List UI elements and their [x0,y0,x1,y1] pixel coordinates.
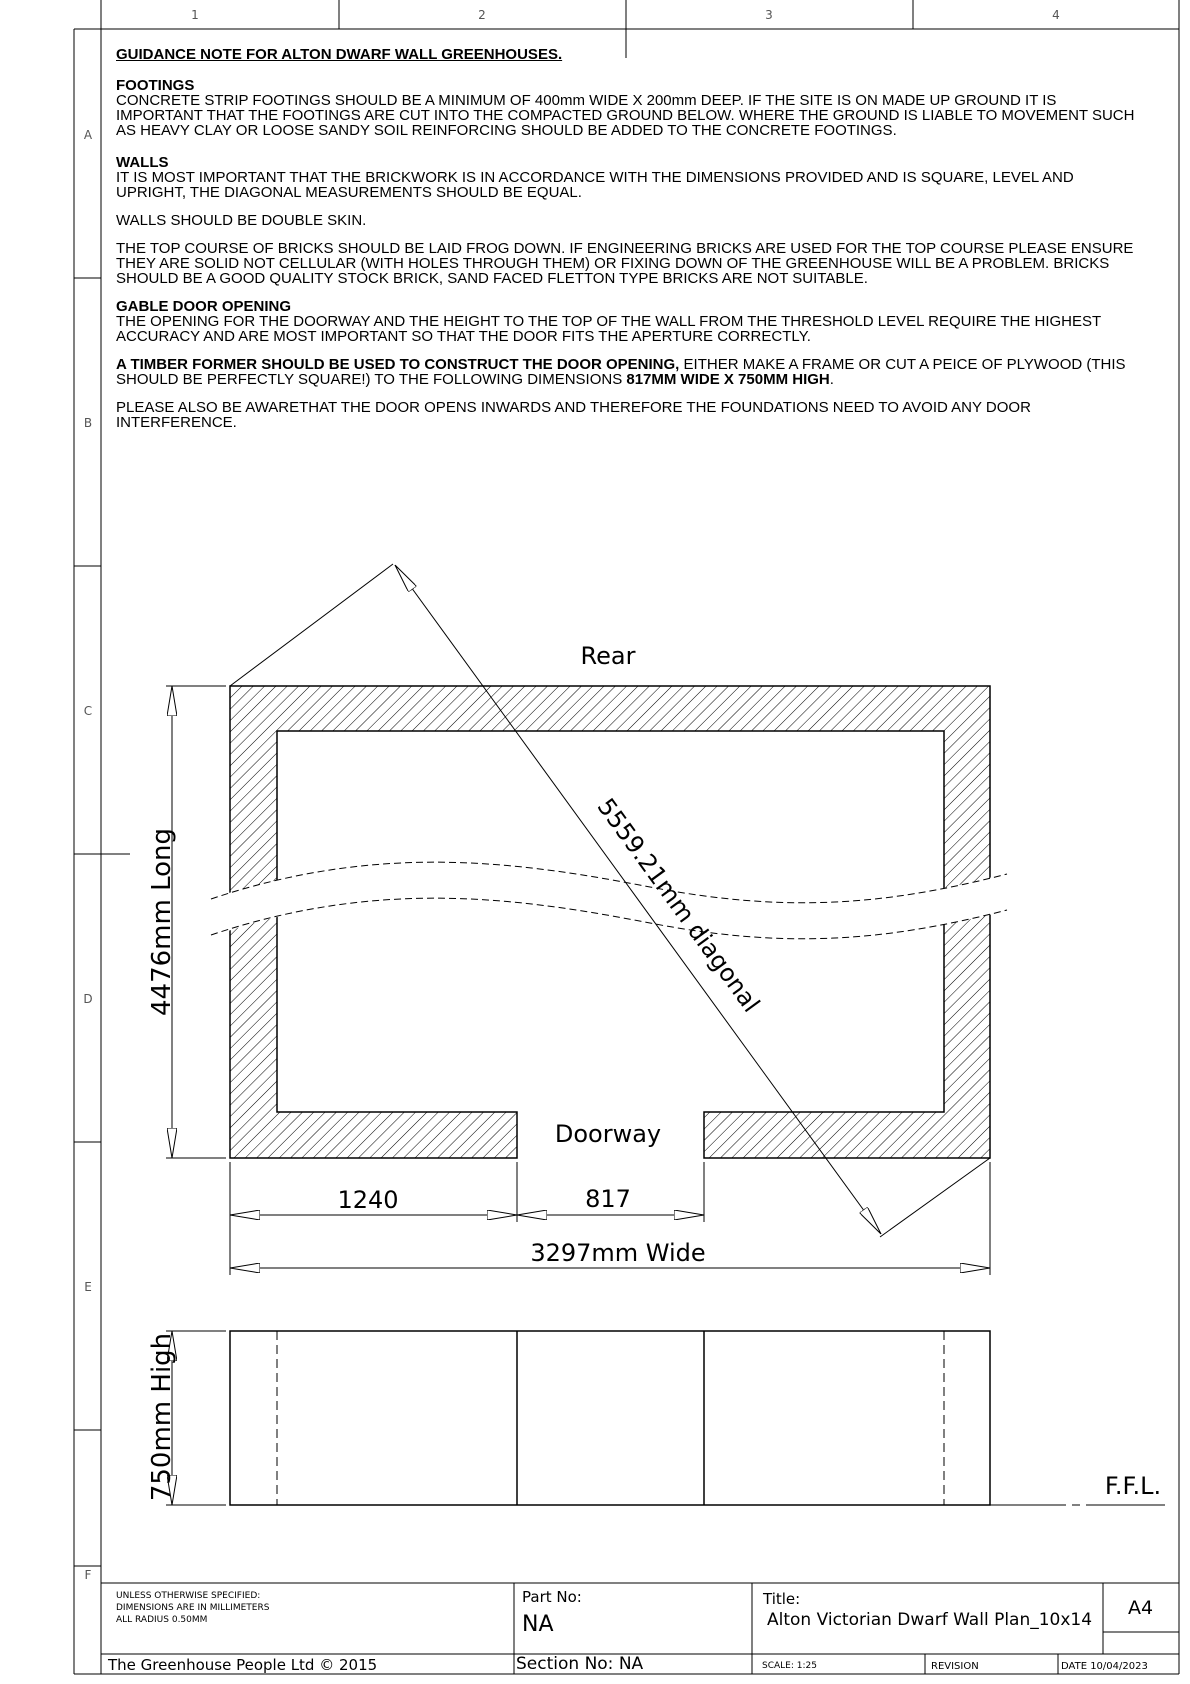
revision: REVISION [931,1661,979,1672]
drawing-date: DATE 10/04/2023 [1061,1661,1148,1672]
grid-col-2: 2 [478,8,486,22]
unless-specified-2: DIMENSIONS ARE IN MILLIMETERS [116,1603,270,1613]
length-label: 4476mm Long [147,827,177,1017]
grid-row-e: E [84,1280,92,1294]
timber-former-dims: 817MM WIDE X 750MM HIGH [626,371,830,388]
title-label: Title: [763,1590,801,1608]
walls-text: IT IS MOST IMPORTANT THAT THE BRICKWORK IS IN ACCORDANCE WITH THE DIMENSIONS PROVIDED AND IS SQUARE, LEVEL AND UPRIGHT, THE DIAGONAL MEASUREMENTS SHOULD BE EQUAL. [116,169,1074,201]
part-no-label: Part No: [522,1588,582,1606]
footings-section [116,78,1136,138]
timber-former-text: EITHER MAKE A FRAME OR CUT A PEICE OF PLYWOOD (THIS SHOULD BE PERFECTLY SQUARE!) TO THE FOLLOWING DIMENSIONS [116,356,1126,388]
footings-heading: FOOTINGS [116,77,195,94]
double-skin-note: WALLS SHOULD BE DOUBLE SKIN. [116,212,367,229]
grid-row-c: C [83,704,93,718]
unless-specified-1: UNLESS OTHERWISE SPECIFIED: [116,1591,261,1601]
timber-former-note [116,357,1136,387]
company-copyright: The Greenhouse People Ltd © 2015 [108,1656,378,1674]
height-label: 750mm High [147,1332,177,1502]
footings-text: CONCRETE STRIP FOOTINGS SHOULD BE A MINIMUM OF 400mm WIDE X 200mm DEEP. IF THE SITE IS ON MADE UP GROUND IT IS IMPORTANT THAT THE FOOTINGS ARE CUT INTO THE COMPACTED GROUND BELOW. WHERE THE GROUND IS LIABLE TO MOVEMENT SUCH AS HEAVY CLAY OR LOOSE SANDY SOIL REINFORCING SHOULD BE ADDED TO THE CONCRETE FOOTINGS. [116,92,1135,139]
elevation-hidden-lines [277,1331,944,1505]
walls-section [116,155,1136,200]
diagonal-label: 5559.21mm diagonal [591,793,766,1018]
rear-label: Rear [580,642,636,670]
grid-row-f: F [84,1568,92,1582]
guidance-notes [116,47,1136,443]
section-no: Section No: NA [516,1654,644,1674]
top-course-note: THE TOP COURSE OF BRICKS SHOULD BE LAID FROG DOWN. IF ENGINEERING BRICKS ARE USED FOR THE TOP COURSE PLEASE ENSURE THEY ARE SOLID NOT CELLULAR (WITH HOLES THROUGH THEM) OR FIXING DOWN OF THE GREENHOUSE WILL BE A PROBLEM. BRICKS SHOULD BE A GOOD QUALITY STOCK BRICK, SAND FACED FLETTON TYPE BRICKS ARE NOT SUITABLE. [116,240,1134,287]
scale: SCALE: 1:25 [762,1661,817,1671]
door-awareness-note: PLEASE ALSO BE AWARETHAT THE DOOR OPENS INWARDS AND THEREFORE THE FOUNDATIONS NEED TO AVOID ANY DOOR INTERFERENCE. [116,399,1031,431]
sheet-size: A4 [1128,1597,1154,1619]
part-no-value: NA [522,1612,554,1637]
door-width-label: 817 [585,1185,631,1213]
width-label: 3297mm Wide [530,1239,706,1267]
left-return-label: 1240 [337,1186,399,1214]
gable-section [116,299,1136,344]
wall-plan [211,686,1007,1158]
grid-col-1: 1 [191,8,199,22]
grid-row-b: B [83,416,93,430]
grid-col-4: 4 [1052,8,1060,22]
unless-specified-3: ALL RADIUS 0.50MM [116,1615,208,1625]
grid-row-d: D [83,992,93,1006]
doorway-label: Doorway [554,1120,662,1148]
walls-heading: WALLS [116,154,169,171]
gable-heading: GABLE DOOR OPENING [116,298,292,315]
timber-former-bold: A TIMBER FORMER SHOULD BE USED TO CONSTRUCT THE DOOR OPENING, [116,356,680,373]
drawing-title: Alton Victorian Dwarf Wall Plan_10x14 [767,1610,1093,1630]
notes-title: GUIDANCE NOTE FOR ALTON DWARF WALL GREENHOUSES. [116,46,563,63]
ffl-label: F.F.L. [1104,1472,1162,1500]
grid-row-a: A [83,128,93,142]
gable-text: THE OPENING FOR THE DOORWAY AND THE HEIGHT TO THE TOP OF THE WALL FROM THE THRESHOLD LEVEL REQUIRE THE HIGHEST ACCURACY AND ARE MOST IMPORTANT SO THAT THE DOOR FITS THE APERTURE CORRECTLY. [116,313,1101,345]
grid-col-3: 3 [765,8,773,22]
timber-former-end: . [829,371,834,388]
front-elevation [230,1331,990,1505]
break-line-upper [213,880,1007,921]
